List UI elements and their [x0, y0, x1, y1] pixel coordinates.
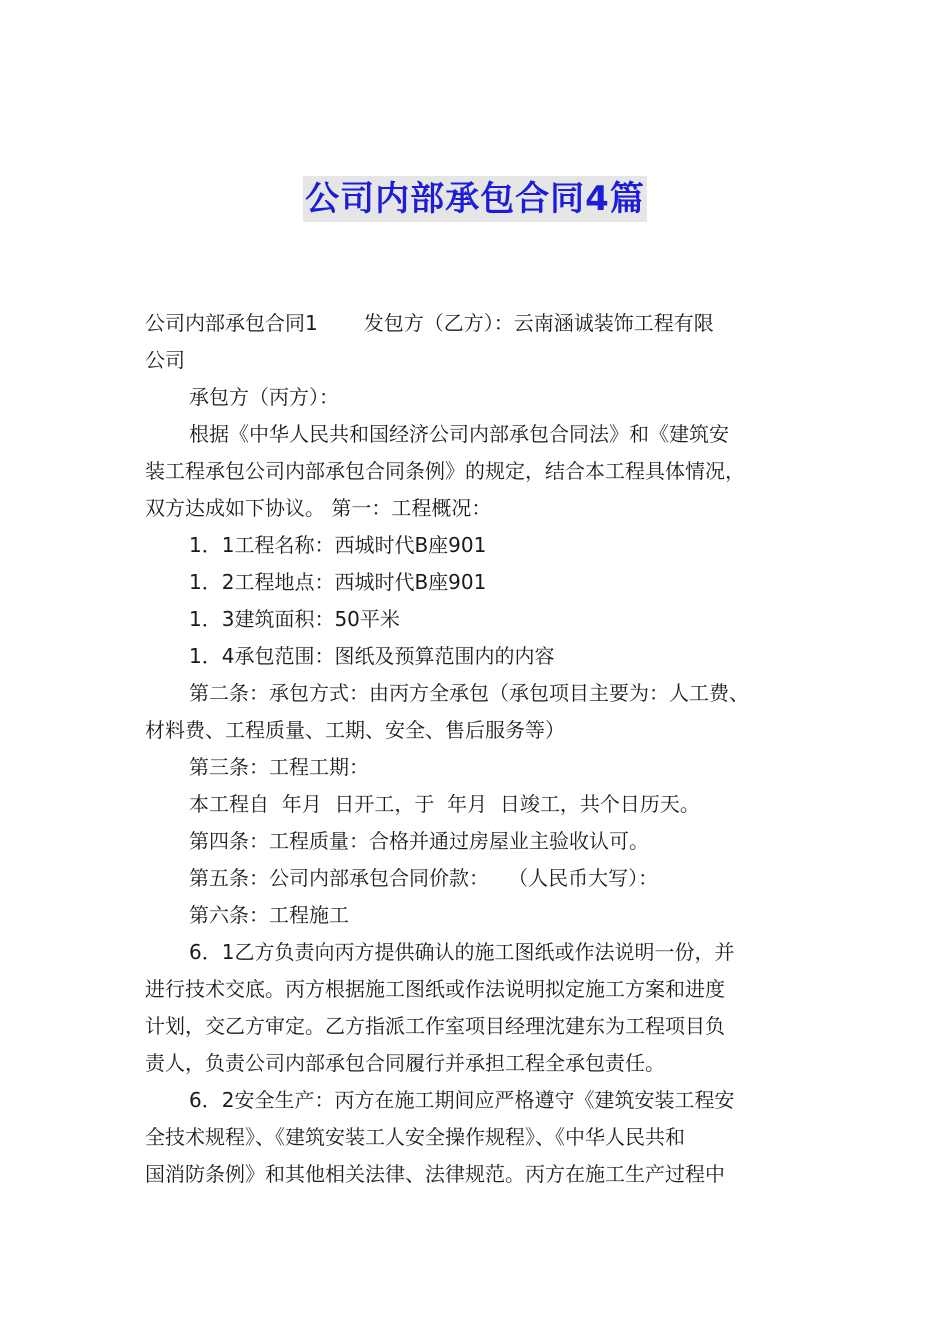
paragraph-line: 双方达成如下协议。 第一：工程概况： — [145, 496, 492, 520]
paragraph-line: 第四条：工程质量：合格并通过房屋业主验收认可。 — [189, 829, 649, 853]
paragraph-line: 1．4承包范围：图纸及预算范围内的内容 — [189, 644, 555, 668]
paragraph-line: 第六条：工程施工 — [189, 903, 349, 927]
paragraph-line: 6．2安全生产：丙方在施工期间应严格遵守《建筑安装工程安 — [189, 1088, 735, 1112]
paragraph-line: 材料费、工程质量、工期、安全、售后服务等） — [145, 718, 565, 742]
issuer-party: 发包方（乙方）：云南涵诚装饰工程有限 — [363, 311, 714, 335]
title-wrap — [0, 176, 950, 222]
paragraph-line: 第二条：承包方式：由丙方全承包（承包项目主要为：人工费、 — [189, 681, 749, 705]
paragraph-line: 公司 — [145, 348, 185, 372]
paragraph-line: 本工程自 年月 日开工，于 年月 日竣工，共个日历天。 — [189, 792, 700, 816]
paragraph-line: 进行技术交底。丙方根据施工图纸或作法说明拟定施工方案和进度 — [145, 977, 725, 1001]
paragraph-line: 根据《中华人民共和国经济公司内部承包合同法》和《建筑安 — [189, 422, 729, 446]
paragraph-line: 装工程承包公司内部承包合同条例》的规定，结合本工程具体情况， — [145, 459, 745, 483]
paragraph-line: 计划，交乙方审定。乙方指派工作室项目经理沈建东为工程项目负 — [145, 1014, 725, 1038]
paragraph-line: 1．3建筑面积：50平米 — [189, 607, 400, 631]
paragraph-line: 1．2工程地点：西城时代B座901 — [189, 570, 487, 594]
paragraph-line: 第五条：公司内部承包合同价款： （人民币大写）： — [189, 866, 659, 890]
paragraph-line: 承包方（丙方）： — [189, 385, 339, 409]
paragraph-line: 全技术规程》、《建筑安装工人安全操作规程》、《中华人民共和 — [145, 1125, 685, 1149]
document-body — [145, 305, 815, 1193]
paragraph-line: 国消防条例》和其他相关法律、法律规范。丙方在施工生产过程中 — [145, 1162, 725, 1186]
contract-heading: 公司内部承包合同1 — [145, 311, 318, 335]
paragraph-line: 1．1工程名称：西城时代B座901 — [189, 533, 487, 557]
paragraph-line: 责人，负责公司内部承包合同履行并承担工程全承包责任。 — [145, 1051, 665, 1075]
document-title: 公司内部承包合同4篇 — [303, 176, 647, 222]
paragraph-line: 第三条：工程工期： — [189, 755, 369, 779]
paragraph-line: 6．1乙方负责向丙方提供确认的施工图纸或作法说明一份，并 — [189, 940, 735, 964]
paragraph-line-1 — [145, 305, 815, 342]
